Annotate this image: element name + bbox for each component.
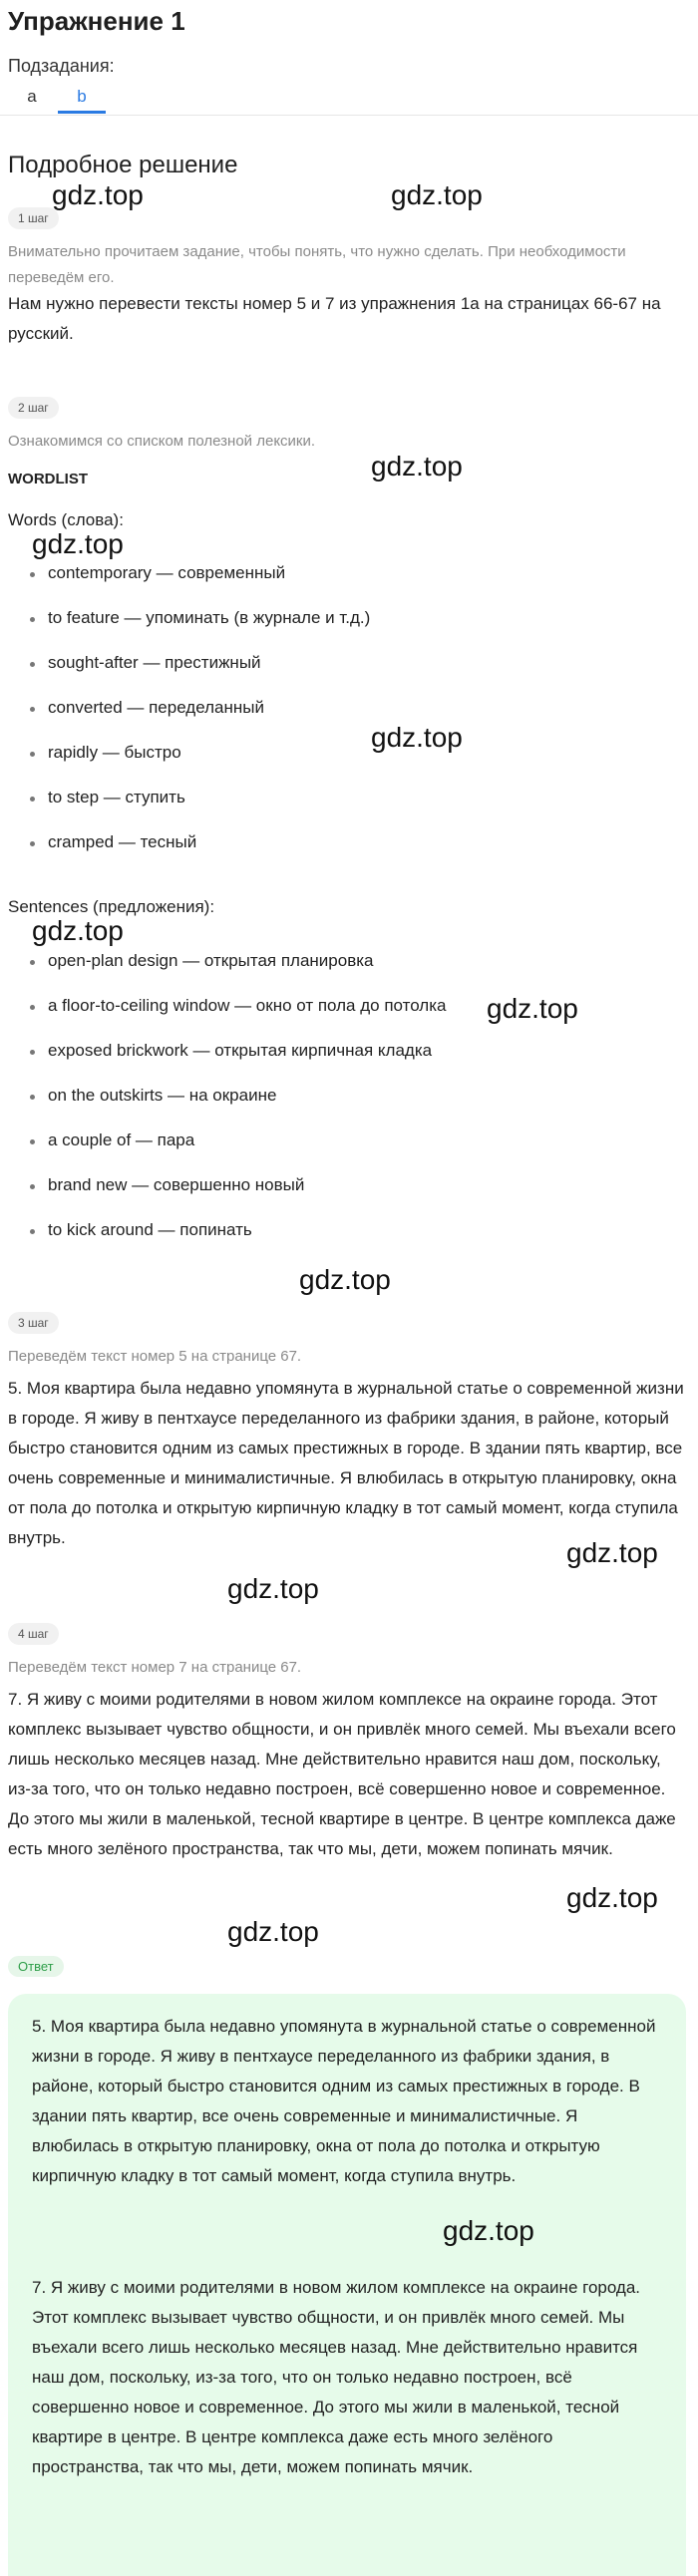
page-title: Упражнение 1 <box>8 6 185 36</box>
watermark: gdz.top <box>487 993 578 1024</box>
step-3-text: 5. Моя квартира была недавно упомянута в журнальной статье о современной жизни в городе. Я живу в пентхаусе переделанного из фабрики здания, в районе, который быстро становится одним из самых престижных в городе. В здании пять квартир, все очень современные и минималистичные. Я влюбилась в открытую планировку, окна от пола до потолка и открытую кирпичную кладку в тот самый момент, когда ступила внутрь. <box>8 1379 684 1547</box>
watermark: gdz.top <box>566 1882 658 1913</box>
bullet <box>30 960 35 965</box>
list-item: to feature — упоминать (в журнале и т.д.) <box>48 608 370 628</box>
bullet <box>30 1050 35 1055</box>
step-4-text: 7. Я живу с моими родителями в новом жилом комплексе на окраине города. Этот комплекс вызывает чувство общности, и он привлёк много семей. Мы въехали всего лишь несколько месяцев назад. Мне действительно нравится наш дом, поскольку, из-за того, что он только недавно построен, всё совершенно новое и современное. До этого мы жили в маленькой, тесной квартире в центре. В центре комплекса даже есть много зелёного пространства, так что мы, дети, можем попинать мячик. <box>8 1690 676 1858</box>
step-2-hint: Ознакомимся со списком полезной лексики. <box>8 433 316 450</box>
words-title: Words (слова): <box>8 510 124 529</box>
bullet <box>30 797 35 802</box>
bullet <box>30 572 35 577</box>
tab-a[interactable]: a <box>27 87 37 106</box>
answer-badge: Ответ <box>8 1956 64 1977</box>
watermark: gdz.top <box>443 2215 534 2246</box>
step-4-hint: Переведём текст номер 7 на странице 67. <box>8 1659 302 1676</box>
subtask-tabs <box>8 80 118 116</box>
step-1-badge: 1 шаг <box>8 207 59 229</box>
bullet <box>30 1005 35 1010</box>
list-item: on the outskirts — на окраине <box>48 1086 276 1106</box>
list-item: to step — ступить <box>48 788 185 807</box>
bullet <box>30 1139 35 1144</box>
list-item: exposed brickwork — открытая кирпичная кладка <box>48 1041 432 1061</box>
watermark: gdz.top <box>299 1264 391 1295</box>
bullet <box>30 617 35 622</box>
watermark: gdz.top <box>566 1537 658 1568</box>
list-item: rapidly — быстро <box>48 743 181 763</box>
step-1-hint: Внимательно прочитаем задание, чтобы понять, что нужно сделать. При необходимости переведём его. <box>8 243 626 286</box>
list-item: to kick around — попинать <box>48 1220 252 1240</box>
watermark: gdz.top <box>371 722 463 753</box>
subtasks-label: Подзадания: <box>8 56 115 76</box>
list-item: cramped — тесный <box>48 832 196 852</box>
list-item: a floor-to-ceiling window — окно от пола до потолка <box>48 996 446 1016</box>
list-item: sought-after — престижный <box>48 653 261 673</box>
step-1-text: Нам нужно перевести тексты номер 5 и 7 из упражнения 1а на страницах 66-67 на русский. <box>8 294 661 343</box>
watermark: gdz.top <box>227 1916 319 1947</box>
watermark: gdz.top <box>32 528 124 559</box>
answer-text-7: 7. Я живу с моими родителями в новом жилом комплексе на окраине города. Этот комплекс вызывает чувство общности, и он привлёк много семей. Мы въехали всего лишь несколько месяцев назад. Мне действительно нравится наш дом, поскольку, из-за того, что он только недавно построен, всё совершенно новое и современное. До этого мы жили в маленькой, тесной квартире в центре. В центре комплекса даже есть много зелёного пространства, так что мы, дети, можем попинать мячик. <box>32 2278 641 2476</box>
step-3-hint: Переведём текст номер 5 на странице 67. <box>8 1348 302 1365</box>
bullet <box>30 1229 35 1234</box>
bullet <box>30 841 35 846</box>
bullet <box>30 707 35 712</box>
sentences-title: Sentences (предложения): <box>8 897 215 916</box>
list-item: a couple of — пара <box>48 1130 194 1150</box>
watermark: gdz.top <box>227 1573 319 1604</box>
step-2-badge: 2 шаг <box>8 397 59 419</box>
bullet <box>30 1095 35 1100</box>
bullet <box>30 1184 35 1189</box>
watermark: gdz.top <box>52 179 144 210</box>
tab-b[interactable]: b <box>58 80 106 114</box>
tabs-divider <box>0 115 698 116</box>
watermark: gdz.top <box>371 451 463 482</box>
step-4-badge: 4 шаг <box>8 1623 59 1645</box>
list-item: contemporary — современный <box>48 563 285 583</box>
bullet <box>30 752 35 757</box>
bullet <box>30 662 35 667</box>
list-item: open-plan design — открытая планировка <box>48 951 374 971</box>
solution-title: Подробное решение <box>8 152 238 178</box>
watermark: gdz.top <box>32 915 124 946</box>
wordlist-heading: WORDLIST <box>8 471 88 487</box>
answer-text-5: 5. Моя квартира была недавно упомянута в журнальной статье о современной жизни в городе. Я живу в пентхаусе переделанного из фабрики здания, в районе, который быстро становится одним из самых престижных в городе. В здании пять квартир, все очень современные и минималистичные. Я влюбилась в открытую планировку, окна от пола до потолка и открытую кирпичную кладку в тот самый момент, когда ступила внутрь. <box>32 2017 656 2185</box>
list-item: converted — переделанный <box>48 698 264 718</box>
watermark: gdz.top <box>391 179 483 210</box>
list-item: brand new — совершенно новый <box>48 1175 304 1195</box>
step-3-badge: 3 шаг <box>8 1312 59 1334</box>
